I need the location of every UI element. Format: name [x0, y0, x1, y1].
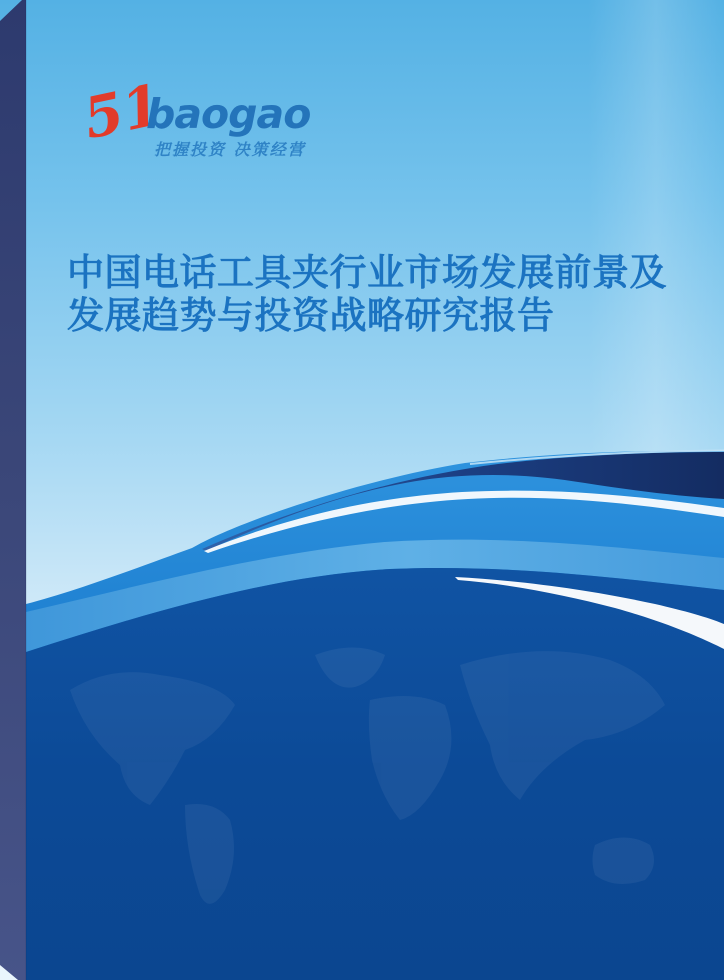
report-title: [67, 251, 667, 337]
book-spine: [0, 0, 26, 980]
logo-tagline: 把握投资 决策经营: [154, 140, 306, 159]
report-title-line2: 发展趋势与投资战略研究报告: [67, 294, 555, 337]
right-edge-sheen: [588, 0, 724, 460]
logo-mark-51: 51: [77, 71, 168, 153]
logo-name-baogao: baogao: [146, 90, 311, 138]
report-title-line1: 中国电话工具夹行业市场发展前景及: [67, 251, 667, 294]
